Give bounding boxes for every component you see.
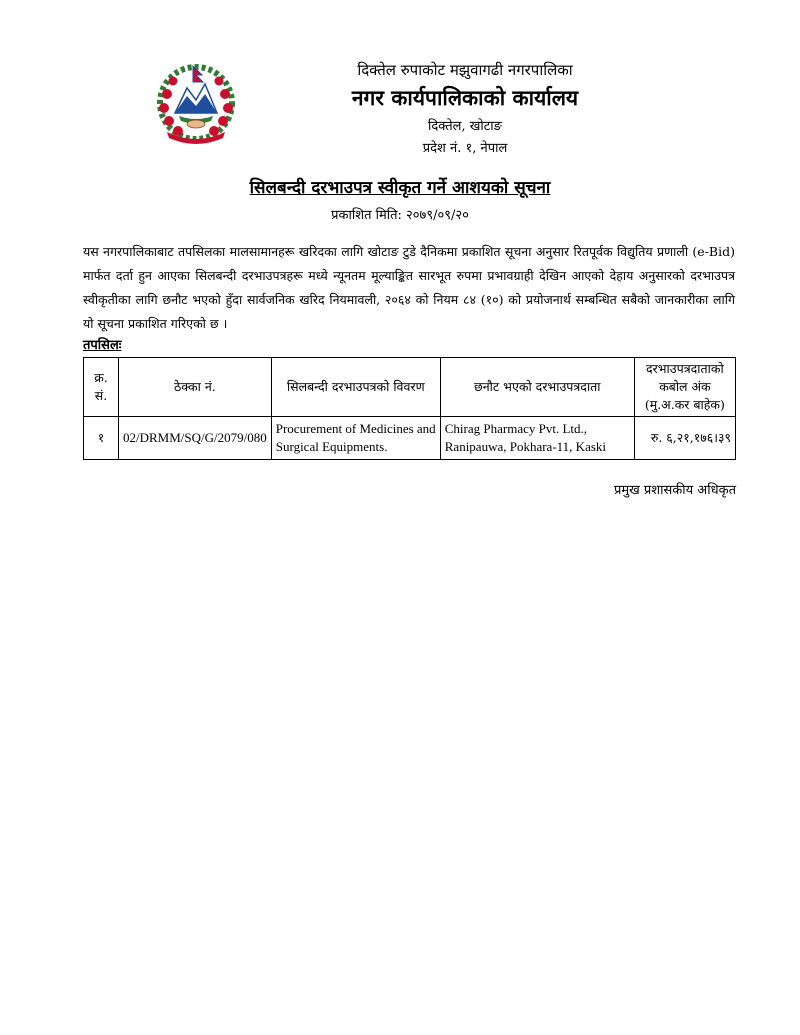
details-label: तपसिलः [83,338,122,353]
bid-table [83,357,736,460]
cell-description: Procurement of Medicines and Surgical Equipments. [271,417,440,460]
notice-body: यस नगरपालिकाबाट तपसिलका मालसामानहरू खरिदका लागि खोटाङ टुडे दैनिकमा प्रकाशित सूचना अनुसार रितपूर्वक विद्युतिय प्रणाली (e-Bid) मार्फत दर्ता हुन आएका सिलबन्दी दरभाउपत्रहरू मध्ये न्यूनतम मूल्याङ्कित सारभूत रुपमा प्रभावग्राही देखिन आएको देहाय अनुसारको दरभाउपत्र स्वीकृतीका लागि छनौट भएको हुँदा सार्वजनिक खरिद नियमावली, २०६४ को नियम ८४ (१०) को प्रयोजनार्थ सम्बन्धित सबैको जानकारीका लागि यो सूचना प्रकाशित गरिएको छ । [83,244,735,331]
col-serial-number: क्र. सं. [84,358,119,417]
notice-title-text: सिलबन्दी दरभाउपत्र स्वीकृत गर्ने आशयको सूचना [249,178,551,198]
office-name: नगर कार्यपालिकाको कार्यालय [351,85,579,110]
cell-contract-number: 02/DRMM/SQ/G/2079/080 [119,417,272,460]
nepal-emblem-icon [153,58,239,144]
province: प्रदेश नं. १, नेपाल [422,141,508,156]
letterhead [240,58,690,160]
notice-title [60,176,740,200]
cell-bid-amount: रु. ६,२१,१७६।३९ [634,417,735,460]
col-contract-number: ठेक्का नं. [119,358,272,417]
published-date: प्रकाशित मिति: २०७९/०९/२० [331,208,469,223]
table-row [84,417,736,460]
col-bidder: छनौट भएको दरभाउपत्रदाता [440,358,634,417]
cell-bidder: Chirag Pharmacy Pvt. Ltd., Ranipauwa, Pokhara-11, Kaski [440,417,634,460]
office-location: दिक्तेल, खोटाङ [428,119,502,134]
municipality-name: दिक्तेल रुपाकोट मझुवागढी नगरपालिका [357,61,573,79]
col-bid-amount: दरभाउपत्रदाताको कबोल अंक (मु.अ.कर बाहेक) [634,358,735,417]
col-description: सिलबन्दी दरभाउपत्रको विवरण [271,358,440,417]
signoff: प्रमुख प्रशासकीय अधिकृत [613,483,736,498]
cell-serial-number: १ [84,417,119,460]
table-header-row [84,358,736,417]
